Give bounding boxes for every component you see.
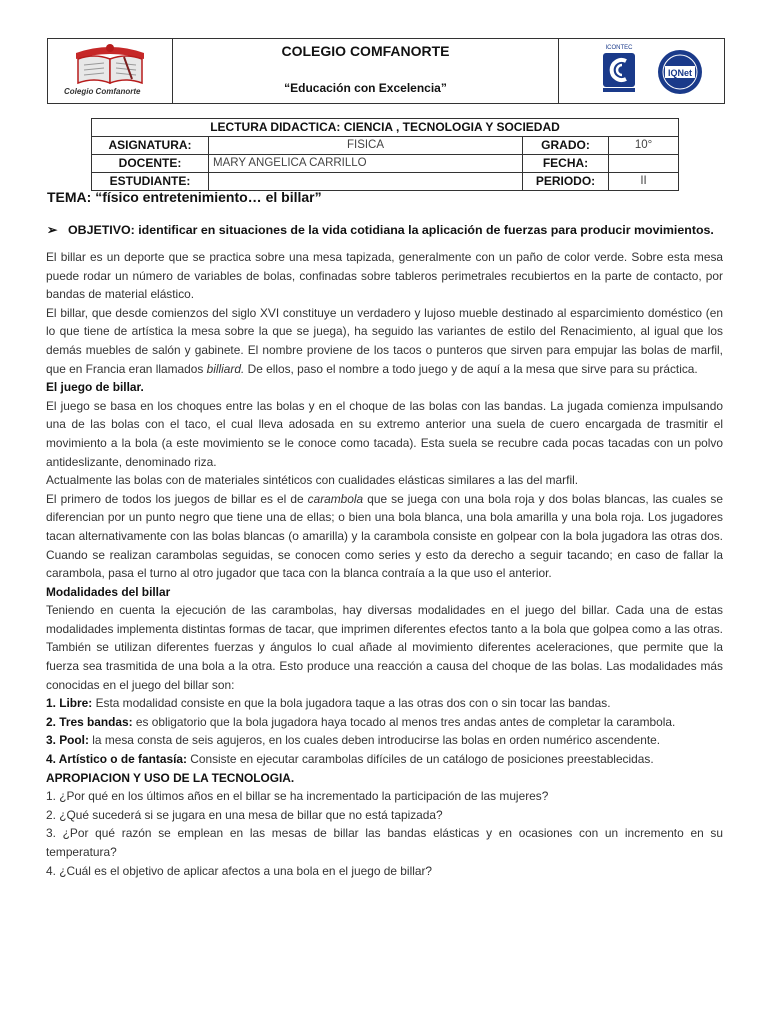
italic-term: billiard. [206, 361, 245, 376]
paragraph-text: El primero de todos los juegos de billar es el de [46, 491, 308, 506]
paragraph: Teniendo en cuenta la ejecución de las carambolas, hay diversas modalidades en el juego del billar. Cada una de estas modalidades implementa distintas formas de tacar, que imprimen diferentes efectos tanto a la bola que golpea como a las otras. También se utilizan diferentes fuerzas y ángulos lo cual añade al movimiento diferentes aceleraciones, que permite que la fuerza sea trasmitida de una bola a la otra. Esto produce una reacción a causa del choque de las bolas. Las modalidades más conocidas en el juego del billar son: [46, 603, 723, 692]
school-logo-icon [48, 39, 172, 87]
paragraph-text: El billar, que desde comienzos del siglo XVI constituye un verdadero y lujoso mueble destinado al esparcimiento doméstico (en lo que tiene de artística la mesa sobre la que se juega), ha seguido las variantes de estilo del Renacimiento, al igual que los demás muebles de salón y gabinete. El nombre proviene de los tacos o punteros que sirven para empujar las bolas de marfil, que en Francia eran llamados [46, 305, 723, 376]
grado-label: GRADO: [523, 137, 609, 155]
topic-heading: TEMA: “físico entretenimiento… el billar” [47, 189, 322, 205]
question: 4. ¿Cuál es el objetivo de aplicar afectos a una bola en el juego de billar? [46, 863, 433, 878]
logo-caption: Colegio Comfanorte [64, 87, 141, 96]
list-item-text: la mesa consta de seis agujeros, en los cuales deben introducirse las bolas en orden numérico ascendente. [88, 733, 661, 748]
section-heading: APROPIACION Y USO DE LA TECNOLOGIA. [46, 770, 295, 785]
info-row-estudiante [92, 173, 679, 191]
reading-body [46, 248, 723, 880]
asignatura-value: FISICA [209, 137, 523, 155]
paragraph: Actualmente las bolas con de materiales sintéticos con cualidades elásticas similares a las del marfil. [46, 473, 579, 488]
school-name: COLEGIO COMFANORTE [281, 43, 450, 59]
docente-value: MARY ANGELICA CARRILLO [209, 155, 523, 173]
iqnet-label: IQNet [667, 68, 693, 78]
estudiante-label: ESTUDIANTE: [92, 173, 209, 191]
question: 1. ¿Por qué en los últimos años en el billar se ha incrementado la participación de las mujeres? [46, 789, 549, 804]
list-item-label: 2. Tres bandas: [46, 714, 133, 729]
section-heading: El juego de billar. [46, 380, 144, 395]
italic-term: carambola [307, 491, 364, 506]
fecha-label: FECHA: [523, 155, 609, 173]
paragraph [46, 304, 723, 378]
paragraph-text: que se juega con una bola roja y dos bolas blancas, las cuales se diferencian por un punto negro que tiene una de ellas; o bien una bola blanca, una bola amarilla y una bola roja. Los jugadores tacan alternativamente con las bolas blancas (o amarilla) y la carambola consiste en golpear con la bola jugadora las otras dos. Cuando se realizan carambolas seguidas, se conocen como series y esto da derecho a seguir tacando; en caso de fallar la carambola, pasa el turno al otro jugador que taca con la blanca contraía a la que uso el anterior. [46, 491, 723, 581]
reading-title: LECTURA DIDACTICA: CIENCIA , TECNOLOGIA Y SOCIEDAD [92, 119, 679, 137]
list-item [46, 731, 723, 750]
periodo-value: II [609, 173, 679, 191]
school-logo-cell [48, 39, 173, 103]
paragraph [46, 490, 723, 583]
info-title-row [92, 119, 679, 137]
iqnet-certification-icon [655, 47, 705, 97]
asignatura-label: ASIGNATURA: [92, 137, 209, 155]
paragraph: El juego se basa en los choques entre las bolas y en el choque de las bolas con las bandas. La jugada comienza impulsando una de las bolas con el taco, el cual lleva adosada en su extremo anterior una suela de cuero encargada de trasmitir el movimiento a la bola (a este movimiento se le conoce como tacada). Esta suela se recubre cada pocas tacadas con un polvo antideslizante, denominado riza. [46, 398, 723, 469]
header-title-cell [173, 39, 558, 103]
fecha-value[interactable] [609, 155, 679, 173]
section-heading: Modalidades del billar [46, 584, 171, 599]
info-row-docente [92, 155, 679, 173]
icontec-label: ICONTEC [605, 45, 633, 51]
list-item [46, 694, 723, 713]
list-item-label: 4. Artístico o de fantasía: [46, 752, 187, 767]
school-header [47, 38, 725, 104]
reading-info-table [91, 118, 679, 191]
list-item-text: Consiste en ejecutar carambolas difíciles de un catálogo de posiciones preestablecidas. [186, 752, 654, 767]
estudiante-value[interactable] [209, 173, 523, 191]
objective-text: OBJETIVO: identificar en situaciones de la vida cotidiana la aplicación de fuerzas para producir movimientos. [68, 223, 714, 237]
certification-logos [558, 39, 725, 103]
paragraph-text: De ellos, paso el nombre a todo juego y de aquí a la mesa que sirve para su práctica. [244, 361, 698, 376]
list-item-label: 3. Pool: [46, 733, 89, 748]
question: 2. ¿Qué sucederá si se jugara en una mesa de billar que no está tapizada? [46, 807, 443, 822]
list-item-text: es obligatorio que la bola jugadora haya tocado al menos tres andas antes de completar la carambola. [132, 714, 676, 729]
list-item-text: Esta modalidad consiste en que la bola jugadora taque a las otras dos con o sin tocar las bandas. [92, 696, 611, 711]
question: 3. ¿Por qué razón se emplean en las mesas de billar las bandas elásticas y en ocasiones con un incremento en su temperatura? [46, 826, 723, 859]
periodo-label: PERIODO: [523, 173, 609, 191]
objective [47, 221, 723, 240]
list-item [46, 713, 723, 732]
docente-label: DOCENTE: [92, 155, 209, 173]
icontec-certification-icon [589, 41, 649, 101]
list-item [46, 750, 723, 769]
school-motto: “Educación con Excelencia” [284, 81, 447, 95]
arrow-bullet-icon: ➢ [47, 223, 58, 237]
paragraph: El billar es un deporte que se practica sobre una mesa tapizada, generalmente con un paño de color verde. Sobre esta mesa puede rodar un número de variables de bolas, confinadas sobre tableros perimetrales recubiertos en la parte de contacto, por bandas de material elástico. [46, 250, 723, 302]
info-row-asignatura [92, 137, 679, 155]
list-item-label: 1. Libre: [46, 696, 93, 711]
grado-value: 10° [609, 137, 679, 155]
